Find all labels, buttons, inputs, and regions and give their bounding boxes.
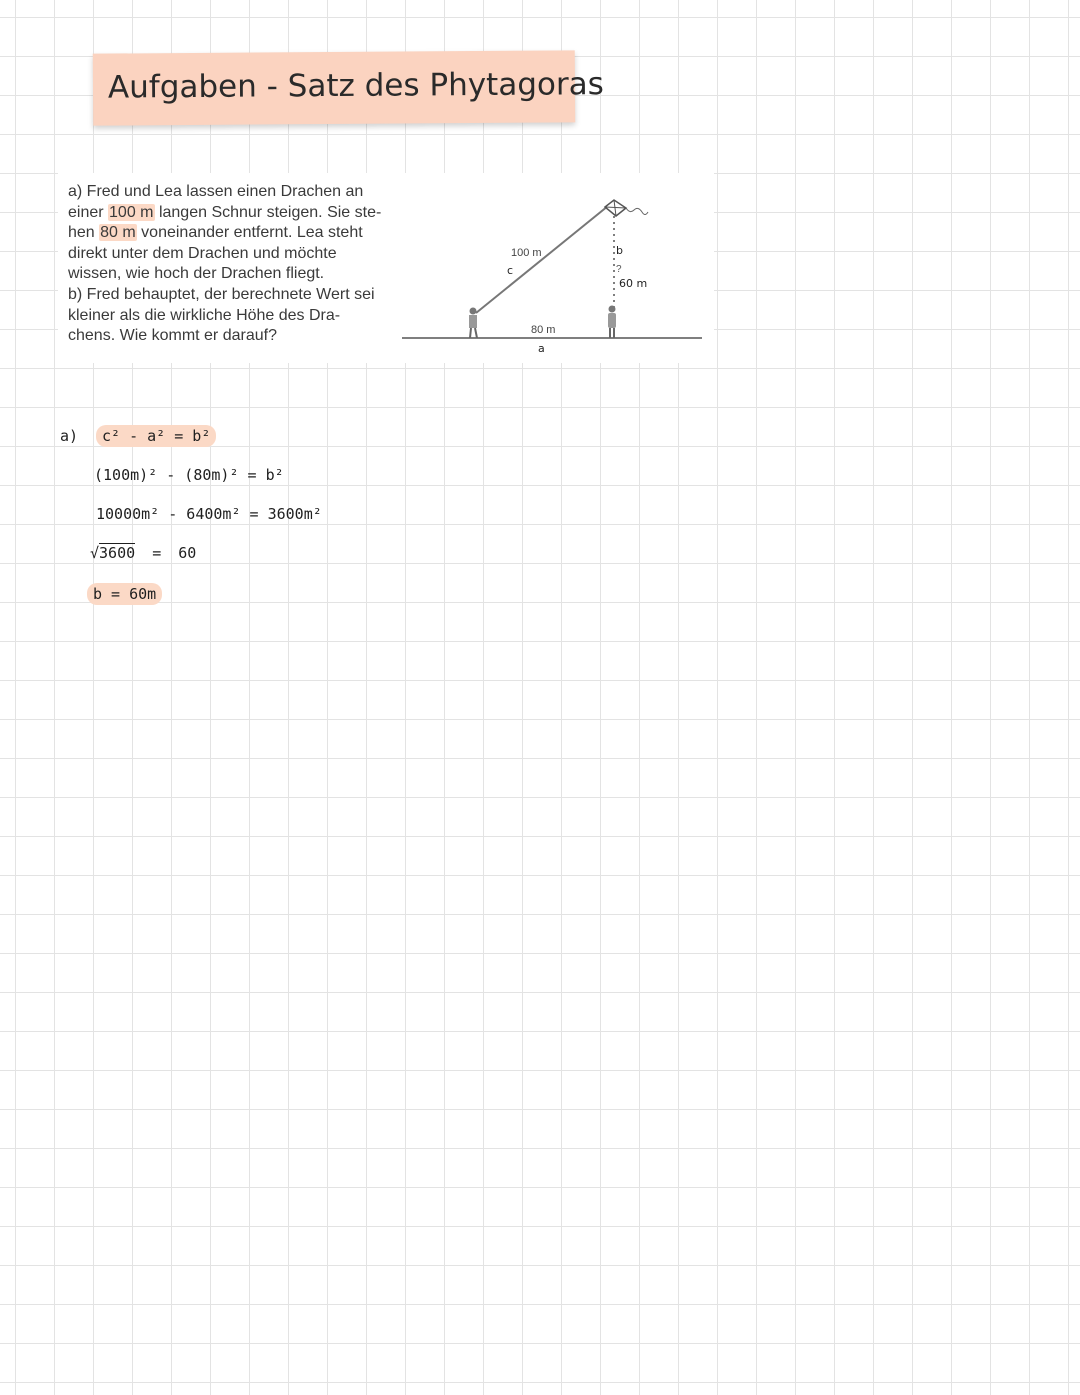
part-a-label: a) (60, 427, 79, 445)
kite-icon (605, 200, 648, 216)
calc-step-2: 10000m² - 6400m² = 3600m² (96, 505, 322, 523)
lea-figure-icon (608, 306, 616, 339)
highlight-string-length: 100 m (109, 203, 154, 221)
page-title: Aufgaben - Satz des Phytagoras (107, 66, 604, 106)
string-length-label: 100 m (511, 247, 542, 259)
task-line: hen 80 m voneinander entfernt. Lea steht (68, 224, 363, 242)
task-line: a) Fred und Lea lassen einen Drachen an (68, 183, 364, 200)
task-line: chens. Wie kommt er darauf? (68, 327, 277, 345)
height-unknown-label: ? (616, 264, 622, 275)
task-line: b) Fred behauptet, der berechnete Wert sei (68, 285, 375, 303)
pythagoras-formula: c² - a² = b² (96, 425, 216, 447)
task-text (68, 182, 388, 347)
fred-figure-icon (469, 308, 477, 339)
sqrt-radicand: 3600 (99, 544, 136, 562)
ground-distance-label: 80 m (531, 324, 556, 336)
final-answer: b = 60m (87, 583, 162, 605)
task-line: einer 100 m langen Schnur steigen. Sie ste- (68, 203, 382, 221)
task-line: wissen, wie hoch der Drachen fliegt. (68, 265, 325, 283)
highlight-distance: 80 m (100, 224, 136, 242)
sqrt-symbol-icon: √ (90, 544, 100, 562)
sqrt-result: 60 (178, 544, 197, 562)
label-c: c (507, 264, 514, 277)
kite-string (476, 206, 608, 313)
task-line: direkt unter dem Drachen und möchte (68, 244, 337, 262)
sqrt-step: √3600 = 60 (90, 544, 197, 562)
task-line: kleiner als die wirkliche Höhe des Dra- (68, 306, 341, 324)
kite-diagram (400, 190, 710, 360)
title-banner (93, 50, 604, 125)
label-a: a (538, 342, 545, 355)
label-b: b (616, 244, 623, 257)
height-label: 60 m (619, 277, 648, 290)
calc-step-1: (100m)² - (80m)² = b² (94, 466, 284, 484)
